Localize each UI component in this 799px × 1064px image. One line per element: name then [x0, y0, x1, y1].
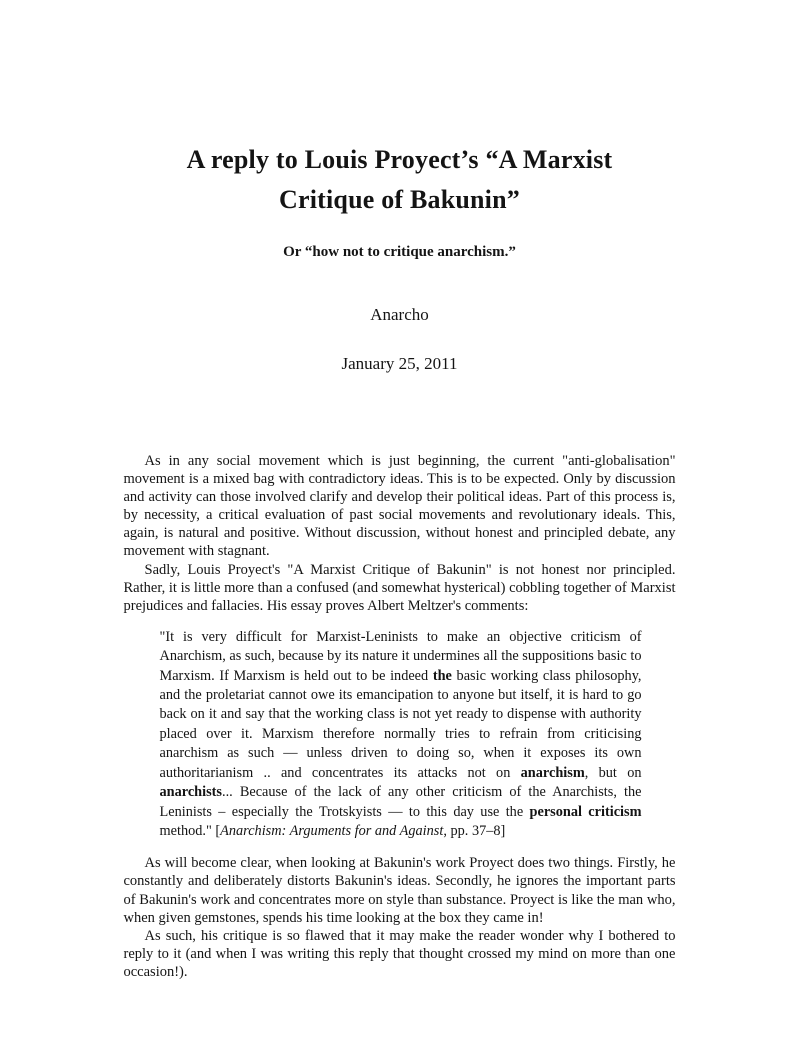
paragraph-sadly: Sadly, Louis Proyect's "A Marxist Critique of Bakunin" is not honest nor principled. Rather, it is little more than a confused (and somewhat hysterical) cobbling together of Marxist prejudices and fallacies. His essay proves Albert Meltzer's comments: — [123, 561, 676, 614]
document-body — [124, 452, 676, 981]
author-name: Anarcho — [370, 305, 429, 324]
page-subtitle: Or “how not to critique anarchism.” — [283, 244, 516, 260]
paragraph-intro: As in any social movement which is just beginning, the current "anti-globalisation" movement is a mixed bag with contradictory ideas. This is to be expected. Only by discussion and activity can those involved clarify and develop their political ideas. Part of this process is, by necessity, a critical evaluation of past social movements and revolutionary ideals. This, again, is natural and positive. Without discussion, without honest and principled debate, any movement with stagnant. — [123, 453, 676, 560]
page-title: A reply to Louis Proyect’s “A Marxist Critique of Bakunin” — [186, 145, 613, 214]
paragraph-closing: As such, his critique is so flawed that it may make the reader wonder why I bothered to reply to it (and when I was writing this reply that thought crossed my mind on more than one occasion!). — [123, 927, 676, 980]
paragraph-as-will-become-clear: As will become clear, when looking at Bakunin's work Proyect does two things. Firstly, he constantly and deliberately distorts Bakunin's ideas. Secondly, he ignores the important parts of Bakunin's work and concentrates more on style than substance. Proyect is like the man who, when given gemstones, spends his time looking at the box they came in! — [123, 855, 676, 926]
publication-date: January 25, 2011 — [341, 354, 458, 373]
meltzer-blockquote: "It is very difficult for Marxist-Leninists to make an objective criticism of Anarchism, as such, because by its nature it undermines all the suppositions basic to Marxism. If Marxism is held out to be indeed the basic working class philosophy, and the proletariat cannot owe its emancipation to anyone but itself, it is hard to go back on it and say that the working class is not yet ready to dispense with authority placed over it. Marxism therefore normally tries to refrain from criticising anarchism as such — unless driven to doing so, when it exposes its own authoritarianism .. and concentrates its attacks not on anarchism, but on anarchists... Because of the lack of any other criticism of the Anarchists, the Leninists – especially the Trotskyists — to this day use the personal criticism method." [Anarchism: Arguments for and Against, pp. 37–8] — [159, 628, 642, 839]
